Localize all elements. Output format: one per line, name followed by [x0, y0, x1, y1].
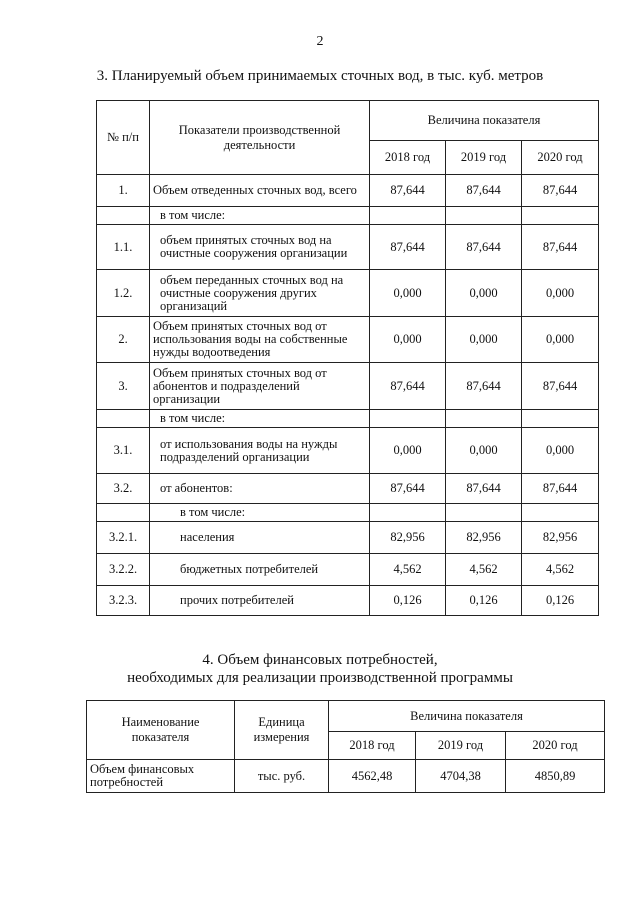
row-num: [97, 410, 150, 428]
row-value: 87,644: [446, 474, 522, 504]
table-row: [97, 207, 599, 225]
header-unit: Единица измерения: [235, 701, 329, 760]
section-4-title-line2: необходимых для реализации производственной программы: [127, 670, 513, 686]
row-name: Объем финансовых потребностей: [87, 760, 235, 793]
header-year: 2019 год: [446, 141, 522, 175]
table-row: [97, 317, 599, 363]
row-value: 0,000: [522, 270, 599, 317]
table-row: [97, 586, 599, 616]
row-name: прочих потребителей: [150, 586, 370, 616]
table-row: [97, 175, 599, 207]
table-row: [97, 410, 599, 428]
table-row: [97, 225, 599, 270]
row-value: 87,644: [522, 175, 599, 207]
row-value: 0,000: [370, 270, 446, 317]
row-value: 87,644: [370, 363, 446, 410]
section-3-title: 3. Планируемый объем принимаемых сточных вод, в тыс. куб. метров: [96, 68, 544, 84]
row-value: 87,644: [370, 474, 446, 504]
row-value: 4562,48: [329, 760, 416, 793]
row-num: 2.: [97, 317, 150, 363]
row-num: 1.2.: [97, 270, 150, 317]
row-value: 4,562: [522, 554, 599, 586]
row-name: объем принятых сточных вод на очистные сооружения организации: [150, 225, 370, 270]
section-4-title-line1: 4. Объем финансовых потребностей,: [202, 652, 438, 668]
table-row: [97, 270, 599, 317]
row-value: 4704,38: [416, 760, 506, 793]
row-value: 0,126: [370, 586, 446, 616]
header-name: Наименование показателя: [87, 701, 235, 760]
row-value: 0,000: [446, 270, 522, 317]
header-year: 2018 год: [370, 141, 446, 175]
table-row: [97, 504, 599, 522]
row-value: 87,644: [370, 175, 446, 207]
row-num: 1.: [97, 175, 150, 207]
row-name: Объем принятых сточных вод от абонентов и подразделений организации: [150, 363, 370, 410]
table-row: [97, 554, 599, 586]
row-num: [97, 504, 150, 522]
row-value: 87,644: [522, 474, 599, 504]
table-row: [97, 363, 599, 410]
header-indicators: Показатели производственной деятельности: [150, 101, 370, 175]
row-unit: тыс. руб.: [235, 760, 329, 793]
row-name: от абонентов:: [150, 474, 370, 504]
row-num: 3.2.2.: [97, 554, 150, 586]
table-row: [97, 522, 599, 554]
row-name: в том числе:: [150, 410, 370, 428]
row-num: 1.1.: [97, 225, 150, 270]
row-num: 3.: [97, 363, 150, 410]
page-number: 2: [316, 34, 324, 49]
row-value: 87,644: [446, 363, 522, 410]
row-value: 82,956: [522, 522, 599, 554]
row-name: в том числе:: [150, 504, 370, 522]
row-value: 87,644: [522, 225, 599, 270]
row-name: в том числе:: [150, 207, 370, 225]
header-num: № п/п: [97, 101, 150, 175]
row-num: 3.2.: [97, 474, 150, 504]
row-num: 3.2.3.: [97, 586, 150, 616]
row-name: бюджетных потребителей: [150, 554, 370, 586]
header-value: Величина показателя: [329, 701, 605, 732]
row-value: 0,000: [446, 428, 522, 474]
row-value: 87,644: [446, 225, 522, 270]
row-name: населения: [150, 522, 370, 554]
row-value: 4,562: [446, 554, 522, 586]
table-row: [97, 428, 599, 474]
row-value: 0,000: [522, 428, 599, 474]
row-value: 0,126: [446, 586, 522, 616]
row-name: Объем принятых сточных вод от использования воды на собственные нужды водоотведения: [150, 317, 370, 363]
row-num: [97, 207, 150, 225]
row-value: 0,000: [370, 428, 446, 474]
row-num: 3.2.1.: [97, 522, 150, 554]
row-name: от использования воды на нужды подразделений организации: [150, 428, 370, 474]
row-value: 87,644: [370, 225, 446, 270]
row-value: 4850,89: [506, 760, 605, 793]
table-row: [87, 760, 605, 793]
row-num: 3.1.: [97, 428, 150, 474]
row-value: 87,644: [522, 363, 599, 410]
row-value: 4,562: [370, 554, 446, 586]
row-name: объем переданных сточных вод на очистные сооружения других организаций: [150, 270, 370, 317]
row-value: 82,956: [446, 522, 522, 554]
section-4-title: [0, 651, 640, 687]
financial-needs-table: [86, 700, 605, 793]
row-name: Объем отведенных сточных вод, всего: [150, 175, 370, 207]
header-year: 2020 год: [506, 732, 605, 760]
header-value: Величина показателя: [370, 101, 599, 141]
row-value: 82,956: [370, 522, 446, 554]
header-year: 2018 год: [329, 732, 416, 760]
table-row: [97, 474, 599, 504]
row-value: 0,000: [370, 317, 446, 363]
sewage-volume-table: [96, 100, 599, 616]
header-year: 2020 год: [522, 141, 599, 175]
row-value: 87,644: [446, 175, 522, 207]
row-value: 0,000: [446, 317, 522, 363]
row-value: 0,126: [522, 586, 599, 616]
row-value: 0,000: [522, 317, 599, 363]
header-year: 2019 год: [416, 732, 506, 760]
